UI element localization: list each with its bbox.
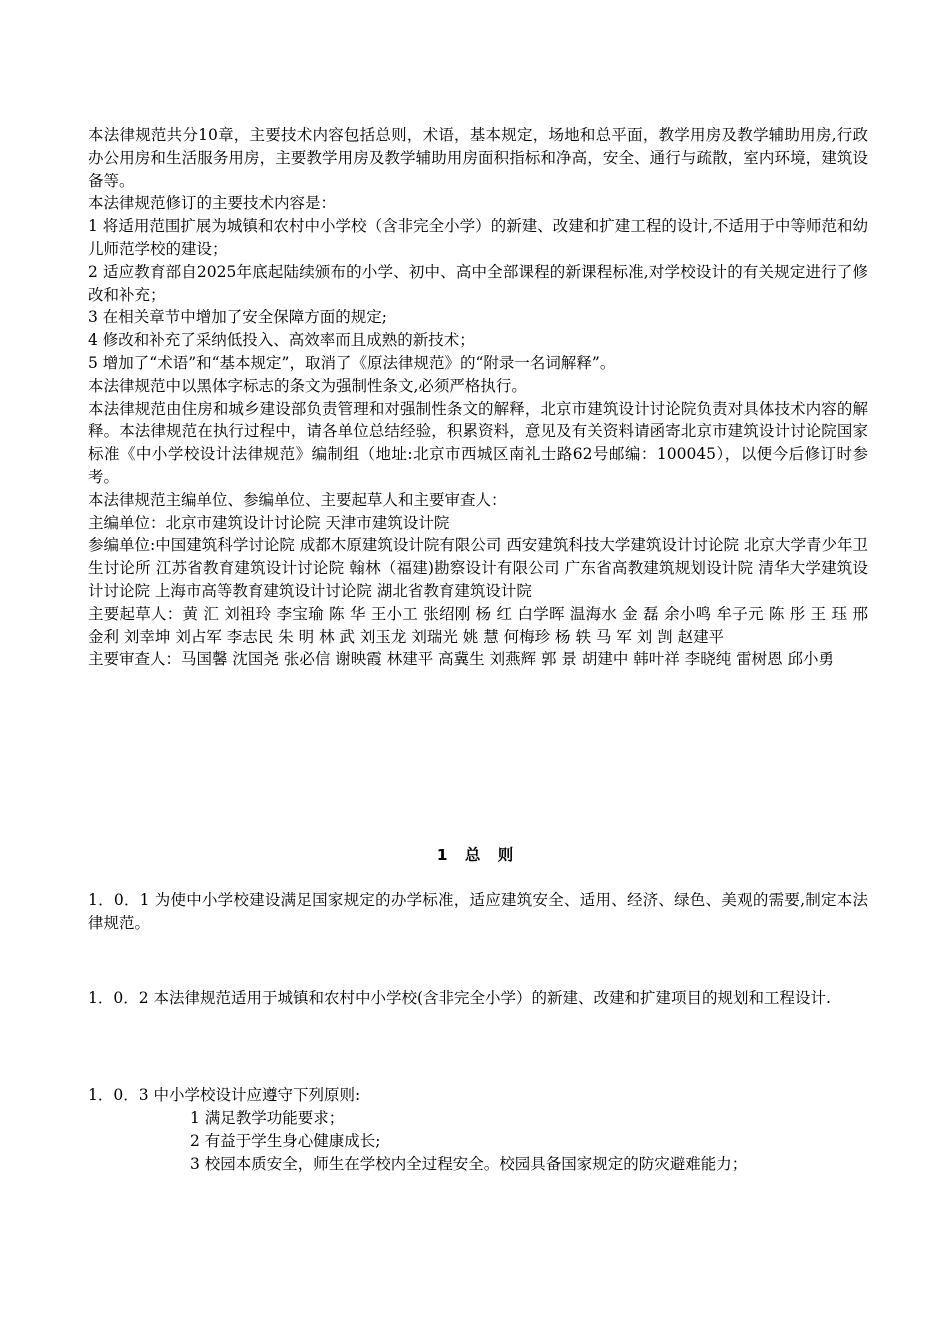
revision-item-5: 5 增加了“术语”和“基本规定”，取消了《原法律规范》的“附录一名词解释”。	[88, 353, 616, 372]
revision-item-2: 2 适应教育部自2025年底起陆续颁布的小学、初中、高中全部课程的新课程标准,对学校设计的有关规定进行了修改和补充；	[88, 262, 868, 304]
clause-1-0-3-text: 1．0．3 中小学校设计应遵守下列原则:	[88, 1086, 361, 1104]
intro-paragraph-overview: 本法律规范共分10章，主要技术内容包括总则，术语，基本规定，场地和总平面，教学用房及教学辅助用房,行政办公用房和生活服务用房，主要教学用房及教学辅助用房面积指标和净高，安全、通行与疏散，室内环境，建筑设备等。	[88, 126, 868, 190]
revision-item-4: 4 修改和补充了采纳低投入、高效率而且成熟的新技术；	[88, 331, 475, 350]
clause-1-0-2: 1．0．2 本法律规范适用于城镇和农村中小学校(含非完全小学）的新建、改建和扩建项目的规划和工程设计.	[88, 989, 831, 1007]
clause-1-0-1: 1．0．1 为使中小学校建设满足国家规定的办学标准，适应建筑安全、适用、经济、绿色、美观的需要,制定本法律规范。	[88, 891, 868, 932]
participating-units: 参编单位:中国建筑科学讨论院 成都木原建筑设计院有限公司 西安建筑科技大学建筑设计讨论院 北京大学青少年卫生讨论所 江苏省教育建筑设计讨论院 翰林（福建)勘察设计有限公司 广东省高教建筑规划设计院 清华大学建筑设计讨论院 上海市高等教育建筑设计讨论院 湖北省教育建筑设计院	[88, 536, 868, 600]
revision-item-3: 3 在相关章节中增加了安全保障方面的规定;	[88, 308, 388, 327]
main-reviewers: 主要审查人：马国馨 沈国尧 张必信 谢映霞 林建平 高冀生 刘燕辉 郭 景 胡建中 韩叶祥 李晓纯 雷树恩 邱小勇	[88, 650, 835, 669]
chapter-heading: 1 总 则	[436, 846, 520, 864]
main-drafters: 主要起草人：黄 汇 刘祖玲 李宝瑜 陈 华 王小工 张绍刚 杨 红 白学晖 温海水 金 磊 余小鸣 牟子元 陈 彤 王 珏 邢金利 刘幸坤 刘占军 李志民 朱 明 林 武 刘玉龙 刘瑞光 姚 慧 何梅珍 杨 轶 马 军 刘 剀 赵建平	[88, 604, 868, 646]
clause-1-0-3-item-3: 3 校园本质安全，师生在学校内全过程安全。校园具备国家规定的防灾避难能力；	[190, 1155, 748, 1173]
revision-item-1: 1 将适用范围扩展为城镇和农村中小学校（含非完全小学）的新建、改建和扩建工程的设计,不适用于中等师范和幼儿师范学校的建设；	[88, 217, 868, 258]
management-note: 本法律规范由住房和城乡建设部负责管理和对强制性条文的解释，北京市建筑设计讨论院负责对具体技术内容的解释。本法律规范在执行过程中，请各单位总结经验，积累资料，意见及有关资料请函寄北京市建筑设计讨论院国家标准《中小学校设计法律规范》编制组（地址:北京市西城区南礼士路62号邮编：100045），以便今后修订时参考。	[88, 399, 868, 486]
intro-paragraph-revision-heading: 本法律规范修订的主要技术内容是：	[88, 194, 337, 213]
mandatory-clauses-note: 本法律规范中以黑体字标志的条文为强制性条文,必须严格执行。	[88, 376, 527, 395]
intro-section	[88, 124, 868, 671]
chief-editor-units: 主编单位：北京市建筑设计讨论院 天津市建筑设计院	[88, 513, 450, 532]
clause-1-0-3	[88, 1084, 868, 1176]
contributors-heading: 本法律规范主编单位、参编单位、主要起草人和主要审查人：	[88, 490, 507, 509]
clause-1-0-3-item-1: 1 满足教学功能要求；	[190, 1109, 345, 1127]
clause-1-0-3-item-2: 2 有益于学生身心健康成长;	[190, 1132, 381, 1150]
